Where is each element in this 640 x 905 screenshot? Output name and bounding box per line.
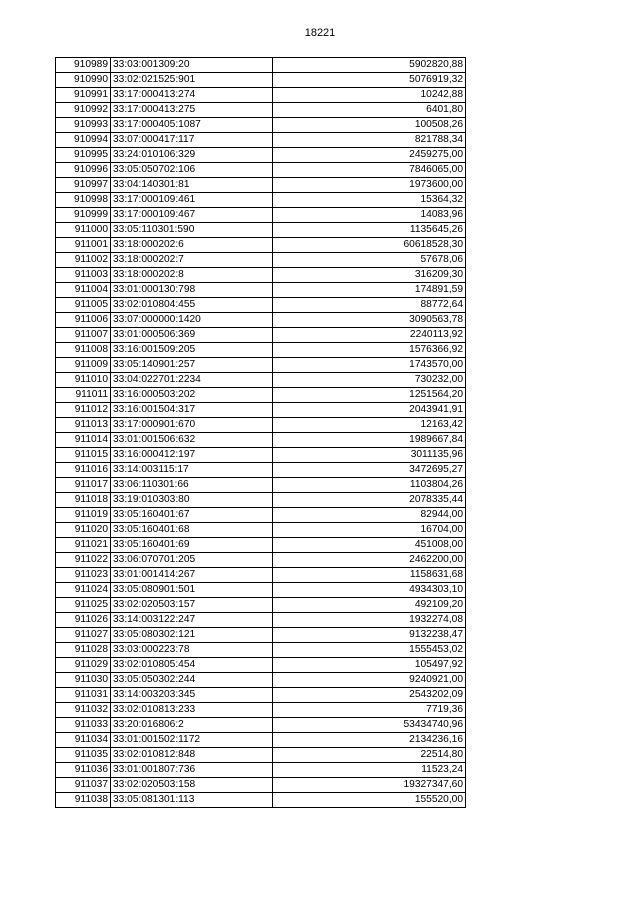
row-number-cell: 910994	[56, 133, 111, 148]
row-number-cell: 911033	[56, 718, 111, 733]
cadastral-value-cell: 16704,00	[273, 523, 466, 538]
table-row	[56, 583, 466, 598]
table-row	[56, 358, 466, 373]
cadastral-number-cell: 33:05:080302:121	[111, 628, 273, 643]
cadastral-value-cell: 1135645,26	[273, 223, 466, 238]
table-row	[56, 298, 466, 313]
cadastral-value-cell: 1103804,26	[273, 478, 466, 493]
cadastral-value-cell: 821788,34	[273, 133, 466, 148]
table-row	[56, 163, 466, 178]
row-number-cell: 911018	[56, 493, 111, 508]
table-row	[56, 148, 466, 163]
cadastral-number-cell: 33:06:070701:205	[111, 553, 273, 568]
row-number-cell: 910995	[56, 148, 111, 163]
cadastral-value-table	[55, 57, 466, 808]
cadastral-number-cell: 33:17:000109:467	[111, 208, 273, 223]
table-row	[56, 538, 466, 553]
cadastral-number-cell: 33:03:000223:78	[111, 643, 273, 658]
row-number-cell: 911006	[56, 313, 111, 328]
table-row	[56, 208, 466, 223]
table-row	[56, 793, 466, 808]
cadastral-value-cell: 14083,96	[273, 208, 466, 223]
cadastral-value-cell: 1743570,00	[273, 358, 466, 373]
cadastral-value-cell: 2543202,09	[273, 688, 466, 703]
cadastral-value-cell: 5902820,88	[273, 58, 466, 73]
cadastral-value-cell: 105497,92	[273, 658, 466, 673]
cadastral-value-cell: 10242,88	[273, 88, 466, 103]
cadastral-value-cell: 57678,06	[273, 253, 466, 268]
row-number-cell: 911032	[56, 703, 111, 718]
cadastral-value-cell: 5076919,32	[273, 73, 466, 88]
row-number-cell: 911031	[56, 688, 111, 703]
cadastral-number-cell: 33:17:000413:274	[111, 88, 273, 103]
row-number-cell: 911022	[56, 553, 111, 568]
row-number-cell: 911034	[56, 733, 111, 748]
row-number-cell: 911017	[56, 478, 111, 493]
cadastral-number-cell: 33:17:000405:1087	[111, 118, 273, 133]
cadastral-value-cell: 492109,20	[273, 598, 466, 613]
cadastral-value-cell: 82944,00	[273, 508, 466, 523]
cadastral-number-cell: 33:05:080901:501	[111, 583, 273, 598]
cadastral-value-cell: 1973600,00	[273, 178, 466, 193]
table-row	[56, 433, 466, 448]
row-number-cell: 911007	[56, 328, 111, 343]
table-row	[56, 103, 466, 118]
table-row	[56, 88, 466, 103]
row-number-cell: 911028	[56, 643, 111, 658]
cadastral-number-cell: 33:05:140901:257	[111, 358, 273, 373]
cadastral-value-cell: 174891,59	[273, 283, 466, 298]
cadastral-value-cell: 2240113,92	[273, 328, 466, 343]
table-row	[56, 763, 466, 778]
cadastral-value-cell: 88772,64	[273, 298, 466, 313]
cadastral-number-cell: 33:24:010106:329	[111, 148, 273, 163]
table-row	[56, 133, 466, 148]
row-number-cell: 910998	[56, 193, 111, 208]
row-number-cell: 910996	[56, 163, 111, 178]
cadastral-number-cell: 33:01:000506:369	[111, 328, 273, 343]
row-number-cell: 911038	[56, 793, 111, 808]
row-number-cell: 910990	[56, 73, 111, 88]
cadastral-number-cell: 33:18:000202:7	[111, 253, 273, 268]
row-number-cell: 911024	[56, 583, 111, 598]
table-row	[56, 73, 466, 88]
table-row	[56, 283, 466, 298]
cadastral-value-cell: 2459275,00	[273, 148, 466, 163]
cadastral-number-cell: 33:06:110301:66	[111, 478, 273, 493]
row-number-cell: 911013	[56, 418, 111, 433]
row-number-cell: 911037	[56, 778, 111, 793]
cadastral-number-cell: 33:02:010805:454	[111, 658, 273, 673]
cadastral-value-cell: 1555453,02	[273, 643, 466, 658]
cadastral-value-cell: 1576366,92	[273, 343, 466, 358]
table-row	[56, 448, 466, 463]
row-number-cell: 911027	[56, 628, 111, 643]
cadastral-number-cell: 33:05:081301:113	[111, 793, 273, 808]
cadastral-value-cell: 2043941,91	[273, 403, 466, 418]
table-row	[56, 178, 466, 193]
cadastral-number-cell: 33:01:001414:267	[111, 568, 273, 583]
row-number-cell: 911000	[56, 223, 111, 238]
cadastral-value-cell: 1251564,20	[273, 388, 466, 403]
cadastral-value-cell: 3011135,96	[273, 448, 466, 463]
row-number-cell: 911026	[56, 613, 111, 628]
cadastral-number-cell: 33:05:160401:67	[111, 508, 273, 523]
cadastral-number-cell: 33:02:020503:157	[111, 598, 273, 613]
cadastral-number-cell: 33:07:000000:1420	[111, 313, 273, 328]
row-number-cell: 911023	[56, 568, 111, 583]
cadastral-number-cell: 33:17:000901:670	[111, 418, 273, 433]
cadastral-number-cell: 33:17:000109:461	[111, 193, 273, 208]
cadastral-value-cell: 1158631,68	[273, 568, 466, 583]
table-row	[56, 238, 466, 253]
cadastral-value-cell: 451008,00	[273, 538, 466, 553]
cadastral-number-cell: 33:02:010804:455	[111, 298, 273, 313]
cadastral-value-cell: 2462200,00	[273, 553, 466, 568]
cadastral-number-cell: 33:18:000202:8	[111, 268, 273, 283]
cadastral-value-cell: 1989667,84	[273, 433, 466, 448]
row-number-cell: 911021	[56, 538, 111, 553]
table-row	[56, 628, 466, 643]
cadastral-number-cell: 33:05:160401:68	[111, 523, 273, 538]
cadastral-number-cell: 33:05:160401:69	[111, 538, 273, 553]
cadastral-number-cell: 33:14:003115:17	[111, 463, 273, 478]
cadastral-number-cell: 33:05:050302:244	[111, 673, 273, 688]
cadastral-value-cell: 7719,36	[273, 703, 466, 718]
row-number-cell: 910997	[56, 178, 111, 193]
table-row	[56, 418, 466, 433]
row-number-cell: 910993	[56, 118, 111, 133]
cadastral-number-cell: 33:02:010812:848	[111, 748, 273, 763]
table-row	[56, 463, 466, 478]
row-number-cell: 910999	[56, 208, 111, 223]
table-row	[56, 388, 466, 403]
table-row	[56, 223, 466, 238]
table-row	[56, 508, 466, 523]
row-number-cell: 911008	[56, 343, 111, 358]
table-row	[56, 313, 466, 328]
table-row	[56, 748, 466, 763]
cadastral-value-cell: 155520,00	[273, 793, 466, 808]
cadastral-number-cell: 33:16:001504:317	[111, 403, 273, 418]
row-number-cell: 911015	[56, 448, 111, 463]
cadastral-value-cell: 2134236,16	[273, 733, 466, 748]
cadastral-number-cell: 33:16:000412:197	[111, 448, 273, 463]
cadastral-number-cell: 33:18:000202:6	[111, 238, 273, 253]
cadastral-value-cell: 730232,00	[273, 373, 466, 388]
table-row	[56, 688, 466, 703]
cadastral-value-cell: 2078335,44	[273, 493, 466, 508]
table-row	[56, 253, 466, 268]
cadastral-value-cell: 1932274,08	[273, 613, 466, 628]
table-row	[56, 703, 466, 718]
cadastral-number-cell: 33:19:010303:80	[111, 493, 273, 508]
cadastral-value-cell: 9132238,47	[273, 628, 466, 643]
table-row	[56, 568, 466, 583]
cadastral-value-cell: 100508,26	[273, 118, 466, 133]
row-number-cell: 911004	[56, 283, 111, 298]
cadastral-value-cell: 6401,80	[273, 103, 466, 118]
cadastral-number-cell: 33:01:001502:1172	[111, 733, 273, 748]
row-number-cell: 911025	[56, 598, 111, 613]
cadastral-number-cell: 33:02:020503:158	[111, 778, 273, 793]
cadastral-value-cell: 4934303,10	[273, 583, 466, 598]
cadastral-value-cell: 7846065,00	[273, 163, 466, 178]
row-number-cell: 911010	[56, 373, 111, 388]
cadastral-value-cell: 11523,24	[273, 763, 466, 778]
table-row	[56, 598, 466, 613]
cadastral-number-cell: 33:16:000503:202	[111, 388, 273, 403]
table-row	[56, 658, 466, 673]
table-row	[56, 493, 466, 508]
table-row	[56, 778, 466, 793]
row-number-cell: 911030	[56, 673, 111, 688]
table-row	[56, 373, 466, 388]
row-number-cell: 910989	[56, 58, 111, 73]
cadastral-number-cell: 33:14:003122:247	[111, 613, 273, 628]
row-number-cell: 911036	[56, 763, 111, 778]
table-row	[56, 343, 466, 358]
cadastral-value-cell: 12163,42	[273, 418, 466, 433]
cadastral-value-cell: 19327347,60	[273, 778, 466, 793]
cadastral-value-cell: 9240921,00	[273, 673, 466, 688]
row-number-cell: 911020	[56, 523, 111, 538]
table-row	[56, 553, 466, 568]
table-row	[56, 118, 466, 133]
cadastral-number-cell: 33:04:022701:2234	[111, 373, 273, 388]
cadastral-number-cell: 33:03:001309:20	[111, 58, 273, 73]
cadastral-number-cell: 33:02:021525:901	[111, 73, 273, 88]
row-number-cell: 911005	[56, 298, 111, 313]
row-number-cell: 911002	[56, 253, 111, 268]
cadastral-number-cell: 33:01:000130:798	[111, 283, 273, 298]
row-number-cell: 911011	[56, 388, 111, 403]
row-number-cell: 911009	[56, 358, 111, 373]
table-row	[56, 613, 466, 628]
cadastral-value-cell: 60618528,30	[273, 238, 466, 253]
row-number-cell: 910991	[56, 88, 111, 103]
table-row	[56, 673, 466, 688]
cadastral-number-cell: 33:07:000417:117	[111, 133, 273, 148]
table-row	[56, 193, 466, 208]
table-row	[56, 733, 466, 748]
table-row	[56, 403, 466, 418]
row-number-cell: 911035	[56, 748, 111, 763]
row-number-cell: 911003	[56, 268, 111, 283]
cadastral-value-cell: 316209,30	[273, 268, 466, 283]
cadastral-number-cell: 33:01:001807:736	[111, 763, 273, 778]
cadastral-value-cell: 3472695,27	[273, 463, 466, 478]
table-row	[56, 643, 466, 658]
cadastral-value-cell: 15364,32	[273, 193, 466, 208]
row-number-cell: 911016	[56, 463, 111, 478]
table-row	[56, 328, 466, 343]
table-body	[56, 58, 466, 808]
cadastral-value-cell: 3090563,78	[273, 313, 466, 328]
row-number-cell: 911029	[56, 658, 111, 673]
row-number-cell: 911019	[56, 508, 111, 523]
table-row	[56, 523, 466, 538]
cadastral-number-cell: 33:20:016806:2	[111, 718, 273, 733]
cadastral-number-cell: 33:02:010813:233	[111, 703, 273, 718]
row-number-cell: 910992	[56, 103, 111, 118]
table-row	[56, 478, 466, 493]
page-number: 18221	[304, 27, 336, 39]
row-number-cell: 911001	[56, 238, 111, 253]
table-row	[56, 58, 466, 73]
cadastral-number-cell: 33:16:001509:205	[111, 343, 273, 358]
cadastral-number-cell: 33:05:050702:106	[111, 163, 273, 178]
cadastral-number-cell: 33:05:110301:590	[111, 223, 273, 238]
table-row	[56, 268, 466, 283]
cadastral-number-cell: 33:01:001506:632	[111, 433, 273, 448]
cadastral-value-cell: 22514,80	[273, 748, 466, 763]
cadastral-number-cell: 33:14:003203:345	[111, 688, 273, 703]
row-number-cell: 911012	[56, 403, 111, 418]
cadastral-value-cell: 53434740,96	[273, 718, 466, 733]
table-row	[56, 718, 466, 733]
cadastral-number-cell: 33:04:140301:81	[111, 178, 273, 193]
cadastral-number-cell: 33:17:000413:275	[111, 103, 273, 118]
row-number-cell: 911014	[56, 433, 111, 448]
